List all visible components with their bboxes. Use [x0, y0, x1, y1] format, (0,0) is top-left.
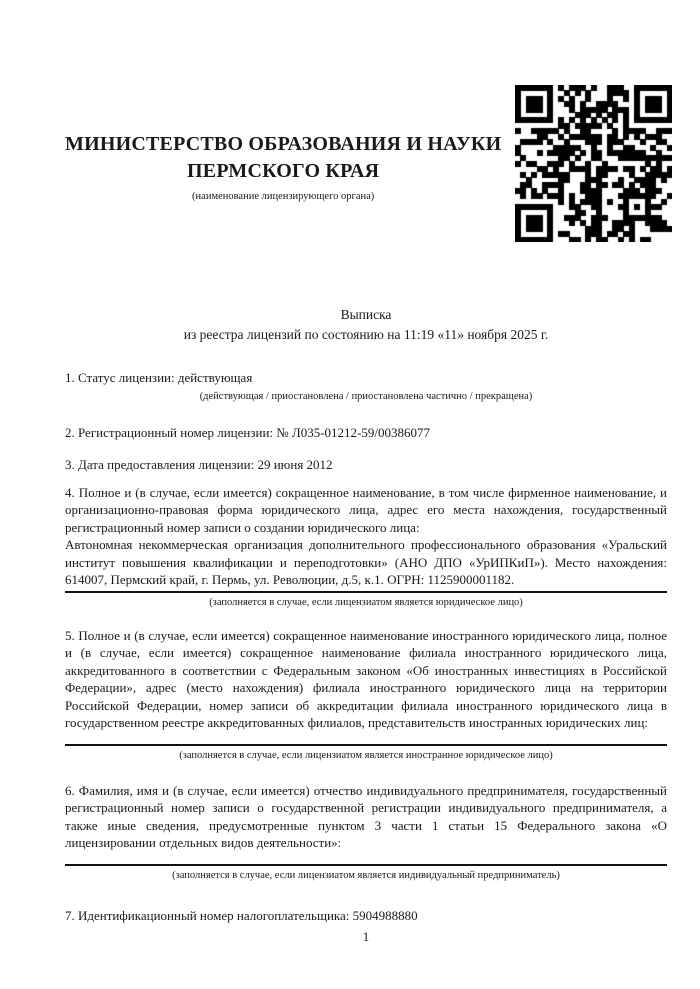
qr-code-canvas: [515, 85, 672, 242]
qr-code-icon: [515, 85, 672, 242]
legal-entity-value: Автономная некоммерческая организация дополнительного профессионального образования «Уральский институт повышения квалификации и переподготовки» (АНО ДПО «УрИПКиП»). Место нахождения: 614007, Пермский край, г. Пермь, ул. Революции, д.5, к.1. ОГРН: 1125900001182.: [65, 537, 667, 587]
taxpayer-id-text: 7. Идентификационный номер налогоплательщика: 5904988880: [65, 907, 418, 923]
legal-entity-caption: (заполняется в случае, если лицензиатом является юридическое лицо): [209, 596, 523, 608]
ministry-name-line2: ПЕРМСКОГО КРАЯ: [187, 160, 380, 182]
license-grant-date-text: 3. Дата предоставления лицензии: 29 июня 2012: [65, 457, 333, 472]
title-line1: Выписка: [340, 307, 392, 322]
item-license-grant-date: [65, 456, 667, 474]
licensing-authority-block: [65, 85, 515, 203]
item-taxpayer-id: [65, 907, 667, 925]
foreign-entity-intro: 5. Полное и (в случае, если имеется) сокращенное наименование иностранного юридического лица, полное и (в случае, если имеется) сокращенное наименование филиала иностранного юридического лица, аккредитованного в соответствии с Федеральным законом «Об иностранных инвестициях в Российской Федерации», адрес (место нахождения) филиала иностранного юридического лица на территории Российской Федерации, номер записи об аккредитации филиала иностранного юридического лица в государственном реестре аккредитованных филиалов, представительств иностранных юридических лиц:: [65, 627, 667, 730]
item-individual-entrepreneur-info: [65, 782, 667, 882]
document-header: [65, 0, 667, 242]
individual-entrepreneur-intro: 6. Фамилия, имя и (в случае, если имеется) отчество индивидуального предпринимателя, государственный регистрационный номер записи о государственной регистрации индивидуального предпринимателя, а также иные сведения, предусмотренные пунктом 3 части 1 статьи 15 Федерального закона «О лицензировании отдельных видов деятельности»:: [65, 782, 667, 850]
licensing-authority-caption: (наименование лицензирующего органа): [192, 191, 375, 202]
document-title: [65, 305, 667, 345]
registration-number-text: 2. Регистрационный номер лицензии: № Л035-01212-59/00386077: [65, 424, 431, 440]
individual-entrepreneur-caption: (заполняется в случае, если лицензиатом является индивидуальный предприниматель): [172, 869, 560, 881]
ministry-name-line1: МИНИСТЕРСТВО ОБРАЗОВАНИЯ И НАУКИ: [65, 133, 502, 155]
item-foreign-entity-info: [65, 627, 667, 762]
page-number: 1: [362, 929, 370, 944]
item-registration-number: [65, 424, 667, 442]
title-line2: из реестра лицензий по состоянию на 11:19 «11» ноября 2025 г.: [183, 327, 549, 342]
license-status-text: 1. Статус лицензии: действующая: [65, 370, 253, 385]
item-legal-entity-info: [65, 484, 667, 609]
foreign-entity-rule: [65, 744, 667, 746]
foreign-entity-caption: (заполняется в случае, если лицензиатом является иностранное юридическое лицо): [179, 749, 553, 761]
legal-entity-intro: 4. Полное и (в случае, если имеется) сокращенное наименование, в том числе фирменное наименование, и организационно-правовая форма юридического лица, адрес его места нахождения, государственный регистрационный номер записи о создании юридического лица:: [65, 484, 667, 535]
item-license-status: [65, 369, 667, 403]
individual-entrepreneur-rule: [65, 864, 667, 866]
license-status-caption: (действующая / приостановлена / приостановлена частично / прекращена): [199, 390, 533, 402]
legal-entity-rule: [65, 591, 667, 593]
